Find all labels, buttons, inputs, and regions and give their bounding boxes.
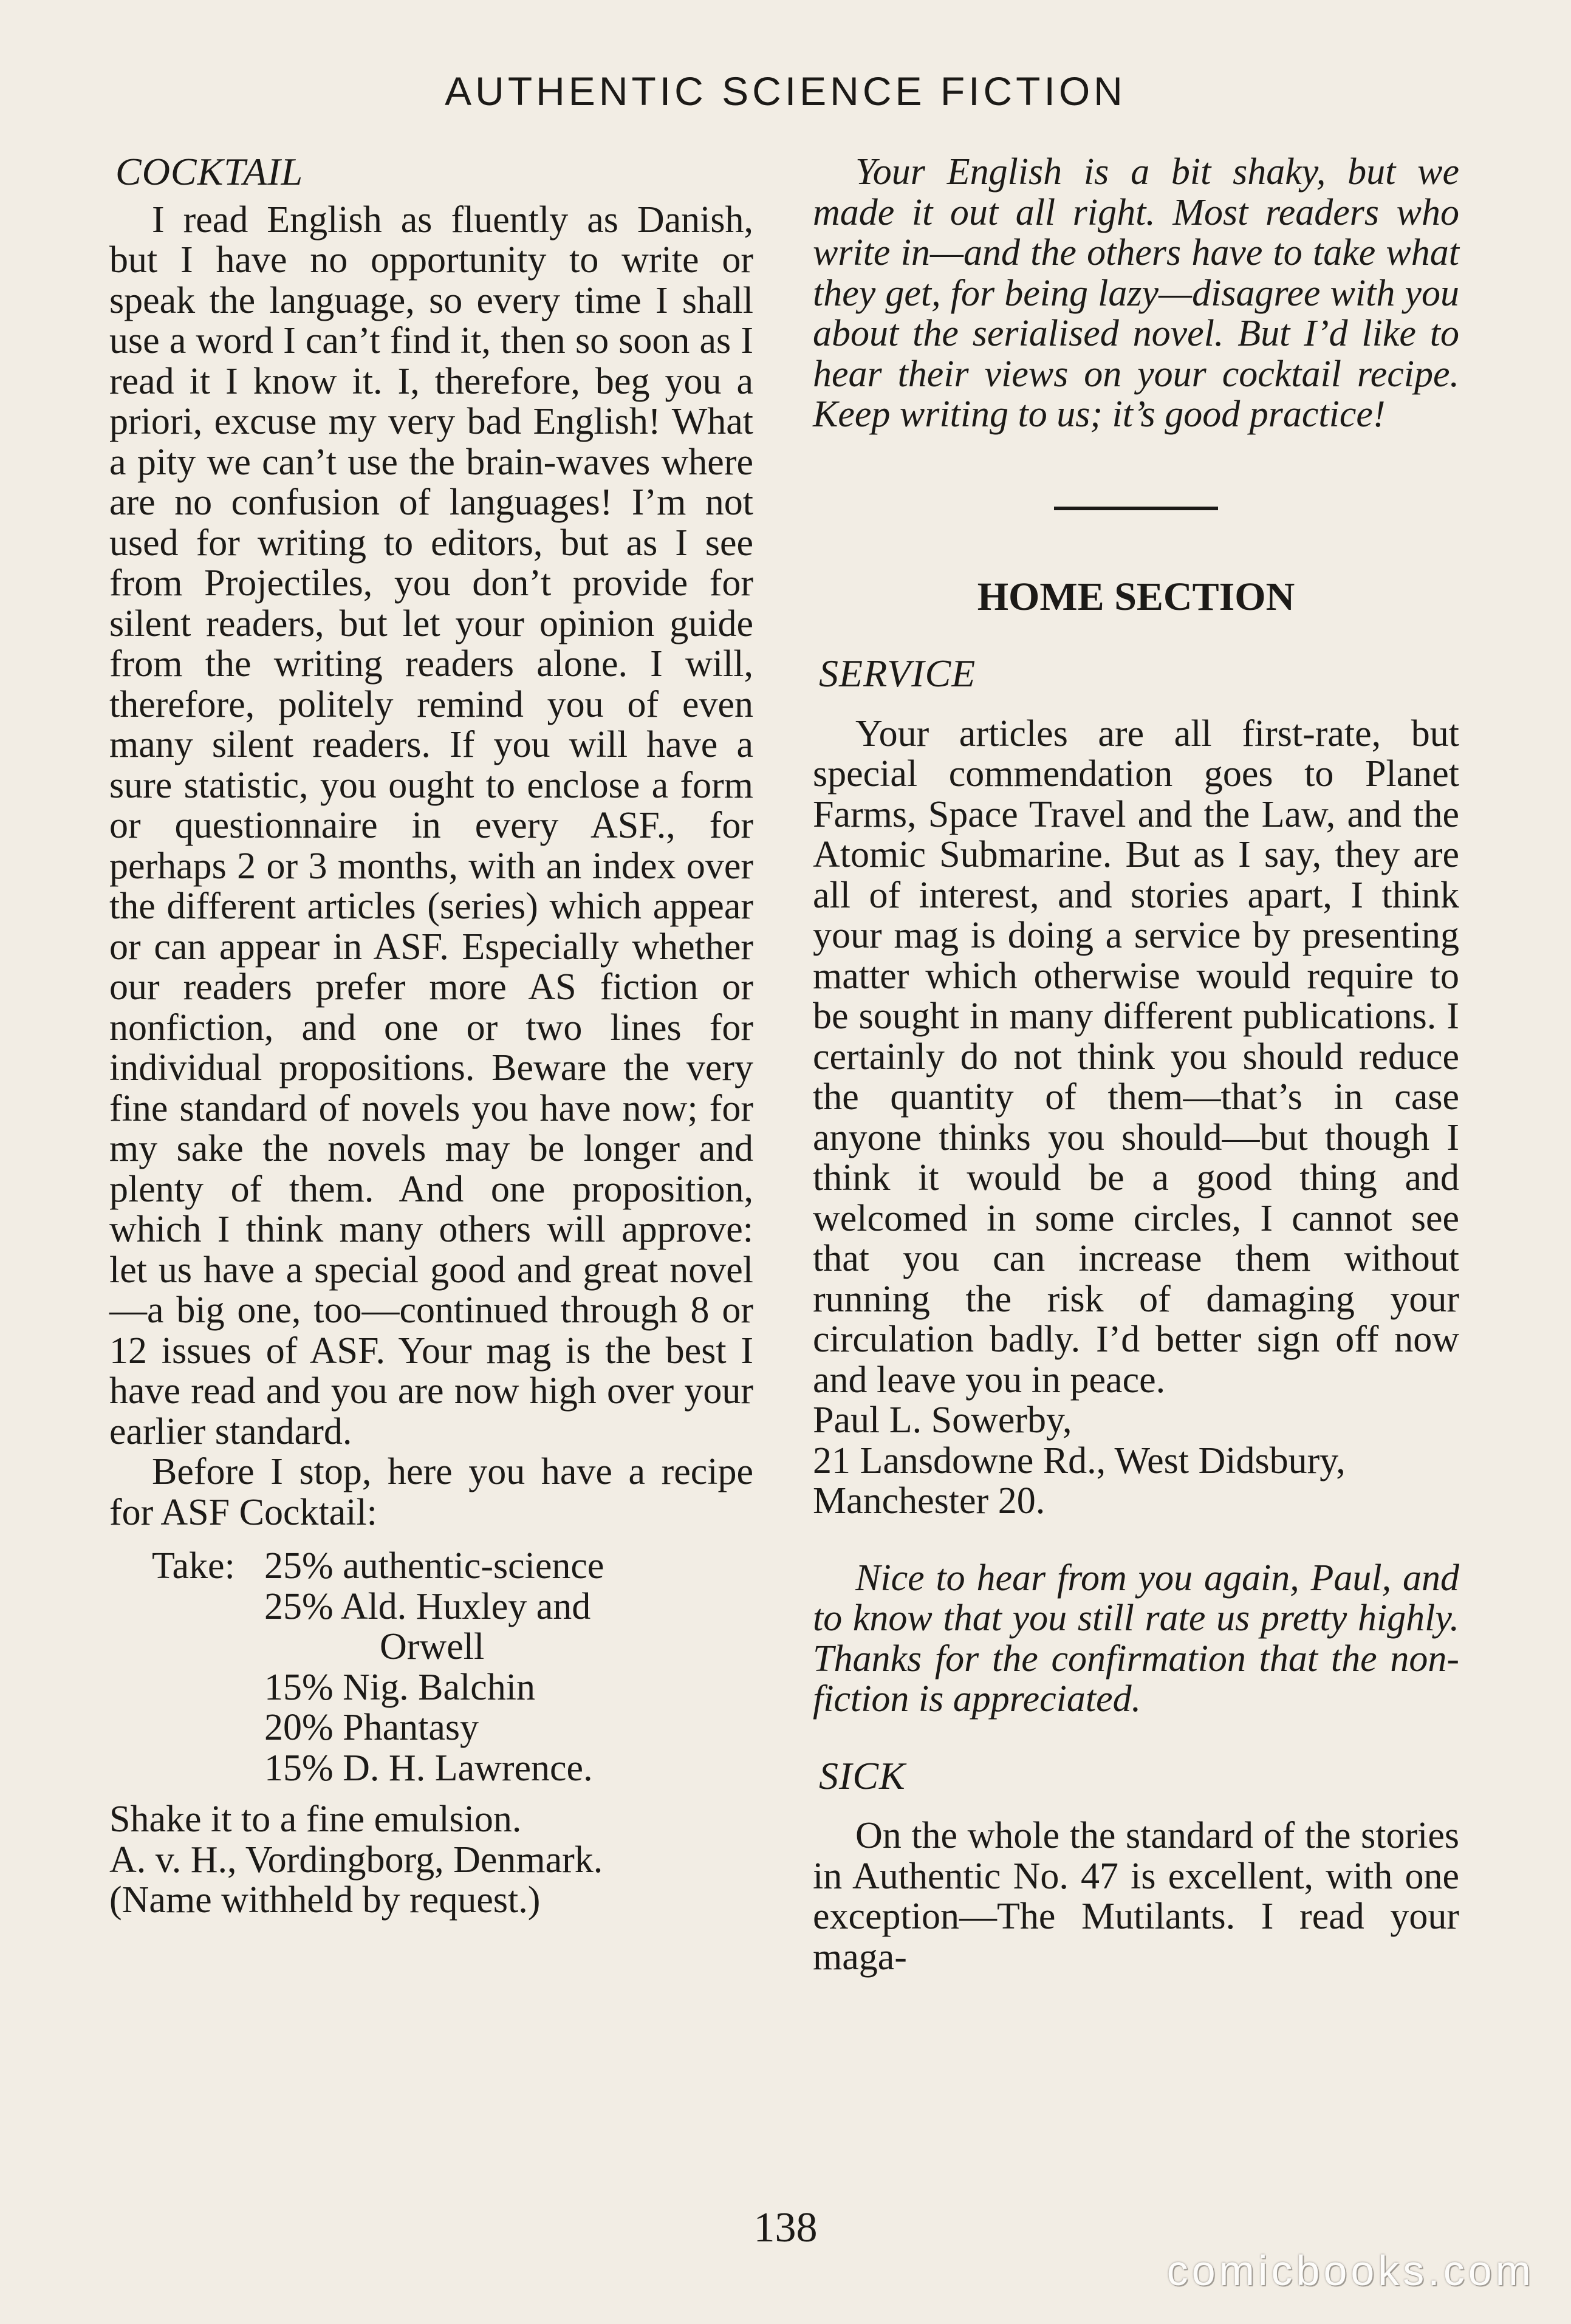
recipe-item: 15% Nig. Balchin: [264, 1666, 535, 1708]
letter-note: (Name withheld by request.): [109, 1879, 541, 1921]
left-column: [109, 152, 753, 1921]
recipe-item: 15% D. H. Lawrence.: [264, 1747, 593, 1789]
page-number: 138: [753, 2204, 818, 2251]
recipe-item: 20% Phantasy: [264, 1707, 479, 1748]
recipe-row: [109, 1748, 753, 1789]
watermark: comicbooks.com: [1166, 2247, 1535, 2294]
letter-signature: A. v. H., Vordingborg, Denmark.: [109, 1839, 603, 1881]
section-heading: HOME SECTION: [977, 574, 1295, 619]
recipe-row: [109, 1587, 753, 1627]
recipe-row: [109, 1707, 753, 1748]
signature-name: Paul L. Sowerby,: [813, 1400, 1072, 1441]
letter-heading-sick: SICK: [819, 1754, 906, 1797]
recipe-item: 25% Ald. Huxley and: [264, 1585, 591, 1627]
letter-body-service: Your articles are all first-rate, but special commendation goes to Planet Farms, Space Travel and the Law, and the Atomic Submarine. But as I say, they are all of interest, and stories apart, I think your mag is doing a service by presenting matter which otherwise would require to be sought in many different publications. I certainly do not think you should reduce the quantity of them—that’s in case anyone thinks you should—but though I think it would be a good thing and welcomed in some circles, I cannot see that you can increase them without running the risk of damaging your circulation badly. I’d better sign off now and leave you in peace.: [813, 713, 1459, 1401]
right-column: [813, 152, 1459, 1977]
section-divider: [1054, 507, 1218, 510]
letter-recipe-intro: Before I stop, here you have a recipe for ASF Cocktail:: [109, 1451, 753, 1533]
letter-heading-cocktail: COCKTAIL: [115, 150, 304, 193]
recipe-item: 25% authentic-science: [264, 1545, 604, 1587]
recipe-row: [109, 1667, 753, 1708]
recipe-label: Take:: [152, 1545, 235, 1587]
recipe-item: Orwell: [380, 1626, 485, 1667]
cocktail-recipe: [109, 1546, 753, 1788]
letter-body-cocktail: I read English as fluently as Danish, but I have no opportunity to write or speak the language, so every time I shall use a word I can’t find it, then so soon as I read it I know it. I, therefore, beg you a priori, excuse my very bad English! What a pity we can’t use the brain-waves where are no confusion of languages! I’m not used for writing to editors, but as I see from Projectiles, you don’t provide for silent readers, but let your opinion guide from the writing readers alone. I will, therefore, politely remind you of even many silent readers. If you will have a sure statistic, you ought to enclose a form or questionnaire in every ASF., for perhaps 2 or 3 months, with an index over the different articles (series) which appear or can appear in ASF. Especially whether our readers prefer more AS fiction or nonfiction, and one or two lines for individual propositions. Beware the very fine standard of novels you have now; for my sake the novels may be longer and plenty of them. And one proposition, which I think many others will approve: let us have a special good and great novel—a big one, too—continued through 8 or 12 issues of ASF. Your mag is the best I have read and you are now high over your earlier standard.: [109, 199, 753, 1452]
letter-body-sick: On the whole the standard of the stories in Authentic No. 47 is excellent, with one exception—The Mutilants. I read your maga-: [813, 1815, 1459, 1978]
running-head: AUTHENTIC SCIENCE FICTION: [445, 69, 1126, 114]
editor-reply-service: Nice to hear from you again, Paul, and to know that you still rate us pretty highly. Thanks for the confirmation that the non-fiction is appreciated.: [813, 1557, 1459, 1720]
letter-heading-service: SERVICE: [819, 652, 976, 695]
recipe-row: [109, 1627, 753, 1667]
editor-reply-cocktail: Your English is a bit shaky, but we made it out all right. Most readers who write in—and the others have to take what they get, for being lazy—disagree with you about the serialised novel. But I’d like to hear their views on your cocktail recipe. Keep writing to us; it’s good practice!: [813, 151, 1459, 435]
letter-closing: Shake it to a fine emulsion.: [109, 1799, 522, 1840]
signature-address-line: 21 Lansdowne Rd., West Didsbury,: [813, 1440, 1346, 1482]
signature-address-line: Manchester 20.: [813, 1480, 1046, 1522]
recipe-row: [109, 1546, 753, 1587]
